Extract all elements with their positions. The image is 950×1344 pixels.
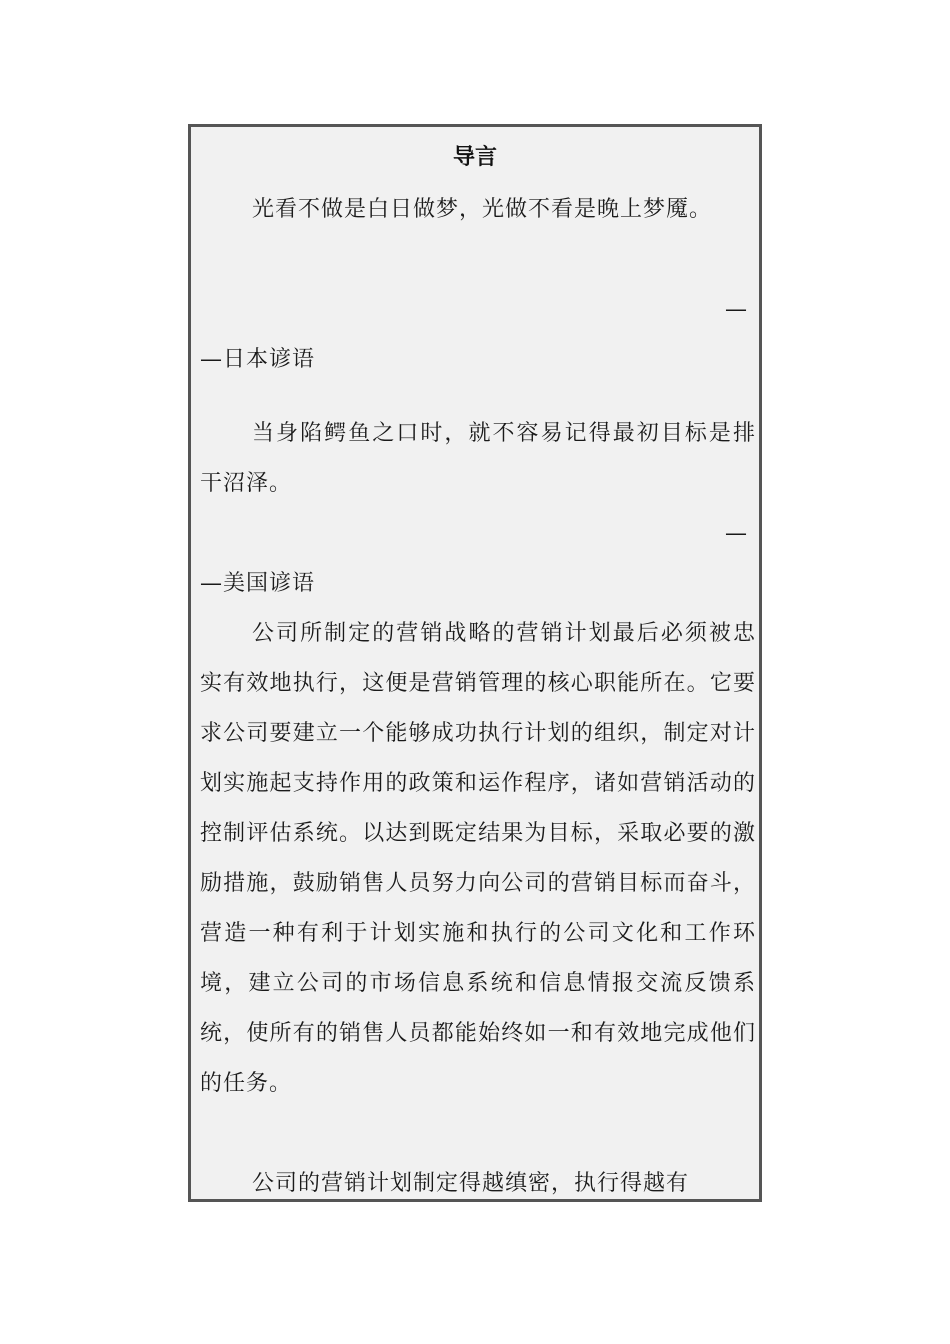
quote-american-attribution: —美国谚语 bbox=[200, 571, 316, 596]
quote-japanese-dash: — bbox=[725, 297, 747, 322]
quote-japanese: 光看不做是白日做梦，光做不看是晚上梦魇。 bbox=[252, 197, 713, 222]
page-title: 导言 bbox=[452, 144, 497, 170]
body-paragraph-1: 公司所制定的营销战略的营销计划最后必须被忠实有效地执行，这便是营销管理的核心职能所在。它要求公司要建立一个能够成功执行计划的组织，制定对计划实施起支持作用的政策和运作程序，诸如营销活动的控制评估系统。以达到既定结果为目标，采取必要的激励措施，鼓励销售人员努力向公司的营销目标而奋斗，营造一种有利于计划实施和执行的公司文化和工作环境，建立公司的市场信息系统和信息情报交流反馈系统，使所有的销售人员都能始终如一和有效地完成他们的任务。 bbox=[200, 621, 756, 1096]
quote-american: 当身陷鳄鱼之口时，就不容易记得最初目标是排干沼泽。 bbox=[200, 421, 756, 496]
body-paragraph-2: 公司的营销计划制定得越缜密，执行得越有 bbox=[252, 1171, 690, 1196]
quote-japanese-attribution: —日本谚语 bbox=[200, 347, 316, 372]
document-frame bbox=[188, 124, 762, 1202]
quote-american-dash: — bbox=[725, 521, 747, 546]
